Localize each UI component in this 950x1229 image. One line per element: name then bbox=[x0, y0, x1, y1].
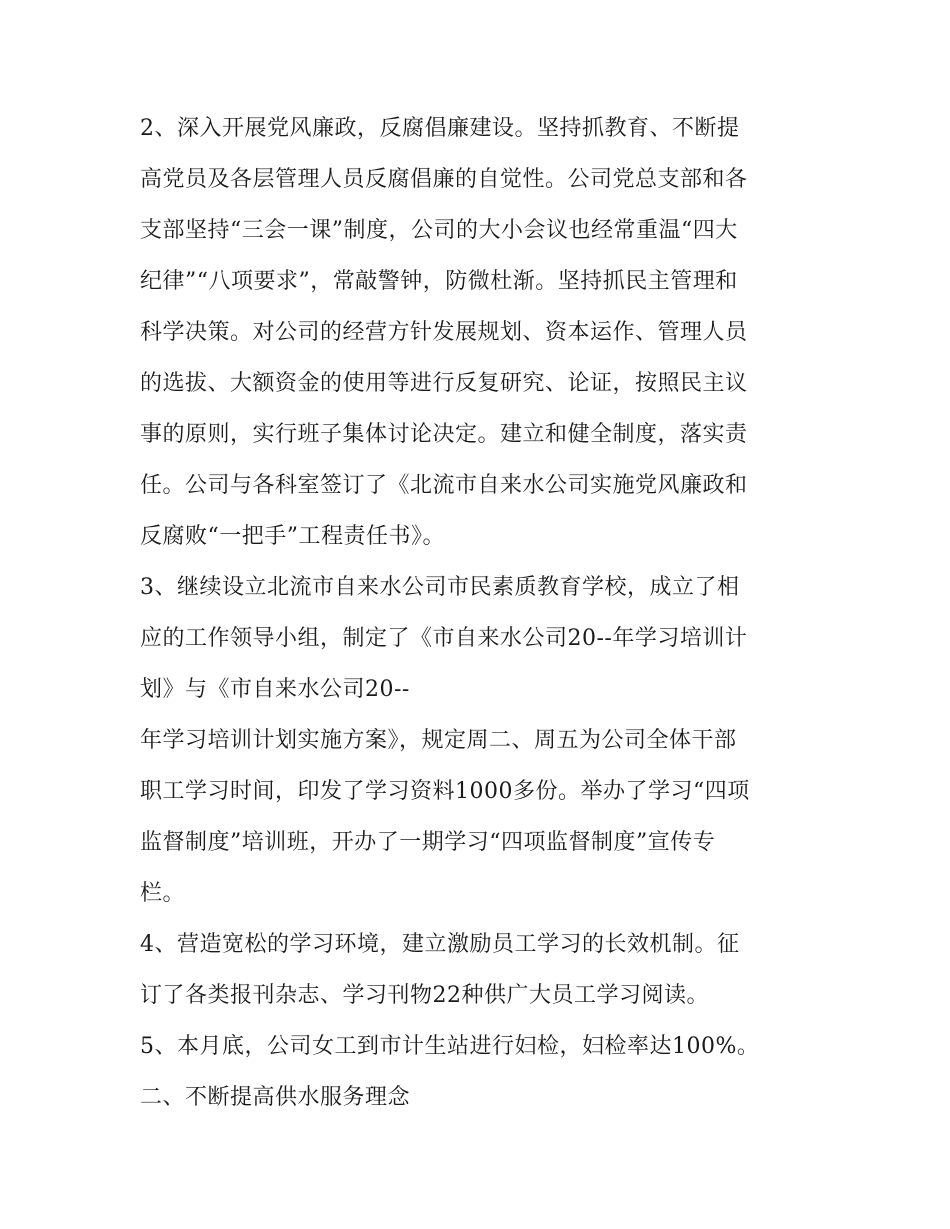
text-line: 划》与《市自来水公司20-- bbox=[140, 677, 410, 702]
text-line: 任。公司与各科室签订了《北流市自来水公司实施党风廉政和 bbox=[140, 473, 748, 498]
text-line: 职工学习时间，印发了学习资料1000多份。举办了学习“四项 bbox=[140, 779, 750, 804]
text-line: 3、继续设立北流市自来水公司市民素质教育学校，成立了相 bbox=[140, 575, 740, 600]
text-line: 高党员及各层管理人员反腐倡廉的自觉性。公司党总支部和各 bbox=[140, 167, 748, 192]
text-line: 科学决策。对公司的经营方针发展规划、资本运作、管理人员 bbox=[140, 320, 748, 345]
text-line: 事的原则，实行班子集体讨论决定。建立和健全制度，落实责 bbox=[140, 422, 748, 447]
text-line: 反腐败“一把手”工程责任书》。 bbox=[140, 524, 445, 549]
text-line: 的选拔、大额资金的使用等进行反复研究、论证，按照民主议 bbox=[140, 371, 748, 396]
text-line: 订了各类报刊杂志、学习刊物22种供广大员工学习阅读。 bbox=[140, 983, 709, 1008]
text-line: 年学习培训计划实施方案》，规定周二、周五为公司全体干部 bbox=[140, 728, 737, 753]
text-line: 5、本月底，公司女工到市计生站进行妇检，妇检率达100%。 bbox=[140, 1034, 760, 1059]
text-line: 4、营造宽松的学习环境，建立激励员工学习的长效机制。征 bbox=[140, 932, 740, 957]
document-body bbox=[140, 110, 820, 1130]
text-line: 2、深入开展党风廉政，反腐倡廉建设。坚持抓教育、不断提 bbox=[140, 116, 740, 141]
text-line: 监督制度”培训班，开办了一期学习“四项监督制度”宣传专 bbox=[140, 830, 716, 855]
text-line: 栏。 bbox=[140, 881, 186, 906]
section-heading: 二、不断提高供水服务理念 bbox=[140, 1085, 411, 1110]
text-line: 应的工作领导小组，制定了《市自来水公司20--年学习培训计 bbox=[140, 626, 748, 651]
text-line: 支部坚持“三会一课”制度，公司的大小会议也经常重温“四大 bbox=[140, 218, 738, 243]
text-line: 纪律”“八项要求”，常敲警钟，防微杜渐。坚持抓民主管理和 bbox=[140, 269, 738, 294]
